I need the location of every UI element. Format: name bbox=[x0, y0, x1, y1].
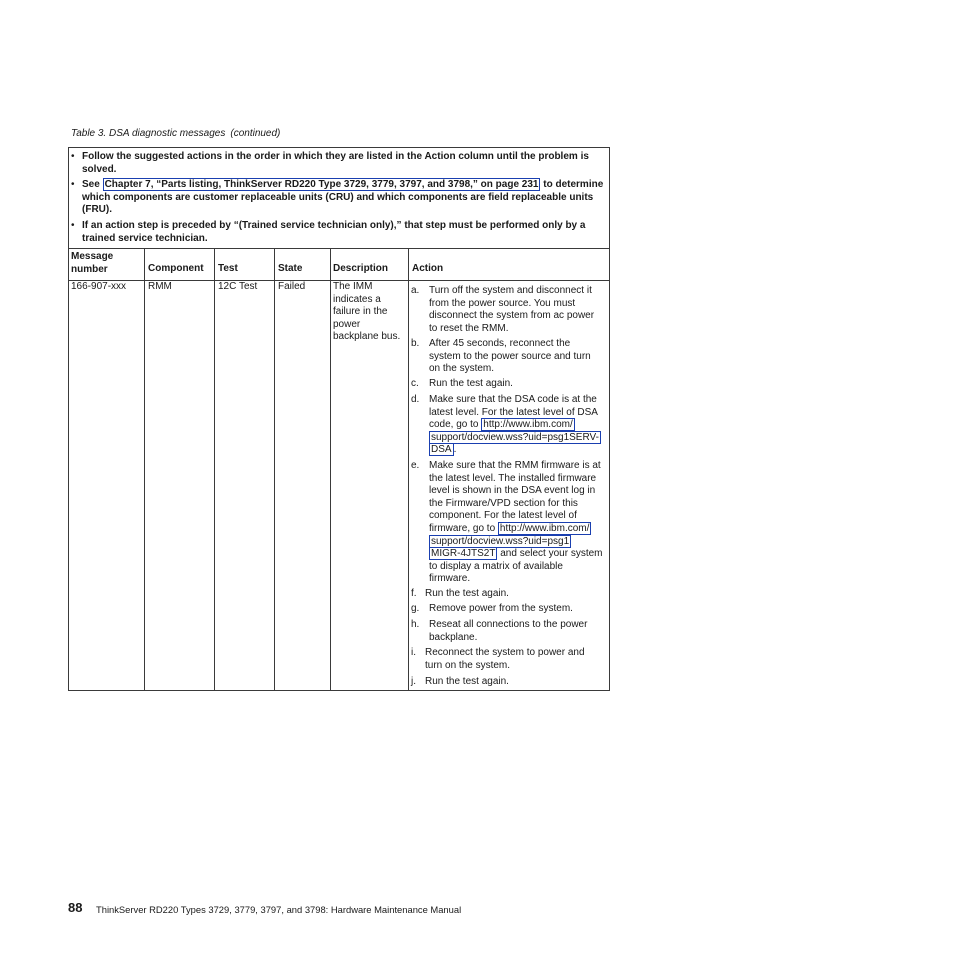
step-line: to display a matrix of available bbox=[429, 560, 563, 572]
step-label: e. bbox=[411, 460, 420, 471]
step-label: a. bbox=[411, 285, 420, 296]
note-3-text: If an action step is preceded by “(Trained service technician only),” that step must be performed only by a trained service technician. bbox=[82, 220, 586, 244]
step-line: Turn off the system and disconnect it bbox=[429, 285, 592, 296]
step-line bbox=[429, 548, 611, 561]
bullet: • bbox=[71, 179, 75, 190]
note-2-pre: See bbox=[82, 179, 100, 190]
cell-description bbox=[333, 281, 400, 344]
note-2-text bbox=[82, 179, 605, 217]
header-message-number bbox=[71, 251, 113, 276]
step-line bbox=[429, 444, 611, 457]
dsa-messages-table bbox=[68, 147, 610, 691]
step-line-text: . bbox=[453, 444, 457, 456]
step-line: Reconnect the system to power and bbox=[425, 647, 585, 658]
step-text bbox=[429, 394, 611, 457]
page-number: 88 bbox=[68, 900, 83, 915]
firmware-link-part2[interactable]: support/docview.wss?uid=psg1 bbox=[431, 535, 570, 547]
step-line: turn on the system. bbox=[425, 659, 511, 671]
step-text: Run the test again. bbox=[425, 588, 509, 599]
table-notes bbox=[69, 148, 609, 249]
step-line bbox=[429, 432, 611, 445]
firmware-link-part3[interactable]: MIGR-4JTS2T bbox=[431, 548, 496, 560]
step-text: Run the test again. bbox=[425, 676, 509, 687]
step-line: component. For the latest level of bbox=[429, 510, 577, 522]
step-text bbox=[429, 460, 611, 586]
step-line: system to the power source and turn bbox=[429, 350, 591, 362]
caption-continued: (continued) bbox=[230, 128, 281, 139]
dsa-link-part2[interactable]: support/docview.wss?uid=psg1SERV- bbox=[431, 431, 599, 443]
step-label: b. bbox=[411, 338, 420, 349]
description-line: failure in the bbox=[333, 306, 388, 318]
table-caption bbox=[71, 128, 280, 139]
step-line: firmware. bbox=[429, 573, 471, 585]
step-text bbox=[429, 619, 611, 644]
step-line-text: code, go to bbox=[429, 419, 479, 431]
firmware-link-part1[interactable]: http://www.ibm.com/ bbox=[499, 522, 590, 534]
description-line: The IMM bbox=[333, 281, 373, 292]
step-line: disconnect the system from ac power bbox=[429, 310, 595, 322]
step-label: f. bbox=[411, 588, 417, 599]
step-line: level is shown in the DSA event log in bbox=[429, 485, 596, 497]
column-divider bbox=[274, 249, 275, 690]
caption-label: Table 3. DSA diagnostic messages bbox=[71, 128, 226, 139]
dsa-link-part3[interactable]: DSA bbox=[431, 444, 452, 456]
bullet: • bbox=[71, 151, 75, 162]
step-line: on the system. bbox=[429, 363, 495, 375]
description-line: indicates a bbox=[333, 293, 381, 305]
step-text bbox=[425, 647, 607, 672]
step-line: from the power source. You must bbox=[429, 297, 576, 309]
step-line: to reset the RMM. bbox=[429, 322, 509, 334]
header-action: Action bbox=[412, 263, 444, 274]
step-line: the Firmware/VPD section for this bbox=[429, 497, 578, 509]
header-message-line1: Message bbox=[71, 251, 114, 262]
step-line: latest level. For the latest level of DSA bbox=[429, 406, 598, 418]
step-label: j. bbox=[411, 676, 416, 687]
dsa-link-part1[interactable]: http://www.ibm.com/ bbox=[483, 419, 573, 431]
header-component: Component bbox=[148, 263, 204, 274]
note-2-post: to determine which components are customer replaceable units (CRU) and which components are field replaceable units (FRU). bbox=[82, 179, 604, 216]
step-label: h. bbox=[411, 619, 420, 630]
column-divider bbox=[330, 249, 331, 690]
column-divider bbox=[214, 249, 215, 690]
header-state: State bbox=[278, 263, 303, 274]
note-1-text: Follow the suggested actions in the order in which they are listed in the Action column until the problem is solved. bbox=[82, 151, 589, 175]
cell-test: 12C Test bbox=[218, 281, 258, 292]
step-label: i. bbox=[411, 647, 416, 658]
header-test: Test bbox=[218, 263, 238, 274]
step-line: Make sure that the DSA code is at the bbox=[429, 394, 597, 405]
step-line bbox=[429, 523, 611, 536]
step-text bbox=[429, 285, 611, 335]
step-line: Reseat all connections to the power bbox=[429, 619, 588, 630]
step-line-text: and select your system bbox=[500, 548, 603, 560]
description-line: backplane bus. bbox=[333, 331, 401, 343]
step-label: g. bbox=[411, 603, 420, 614]
step-text bbox=[429, 338, 611, 376]
bullet: • bbox=[71, 220, 75, 231]
step-line: the latest level. The installed firmware bbox=[429, 472, 597, 484]
description-line: power bbox=[333, 318, 361, 330]
step-line: After 45 seconds, reconnect the bbox=[429, 338, 571, 349]
step-line bbox=[429, 419, 611, 432]
cell-message-number: 166-907-xxx bbox=[71, 281, 127, 292]
step-label: c. bbox=[411, 378, 419, 389]
step-line: Make sure that the RMM firmware is at bbox=[429, 460, 601, 471]
step-line-text: firmware, go to bbox=[429, 522, 496, 534]
cell-component: RMM bbox=[148, 281, 172, 292]
step-line: backplane. bbox=[429, 631, 478, 643]
chapter-7-link[interactable]: Chapter 7, “Parts listing, ThinkServer RD220 Type 3729, 3779, 3797, and 3798,” on page 231 bbox=[104, 179, 539, 190]
column-divider bbox=[144, 249, 145, 690]
footer-title: ThinkServer RD220 Types 3729, 3779, 3797, and 3798: Hardware Maintenance Manual bbox=[96, 904, 462, 915]
step-text: Run the test again. bbox=[429, 378, 513, 389]
step-text: Remove power from the system. bbox=[429, 603, 573, 614]
header-description: Description bbox=[333, 263, 389, 274]
column-divider bbox=[408, 249, 409, 690]
cell-state: Failed bbox=[278, 281, 306, 292]
step-label: d. bbox=[411, 394, 420, 405]
header-message-line2: number bbox=[71, 263, 108, 275]
